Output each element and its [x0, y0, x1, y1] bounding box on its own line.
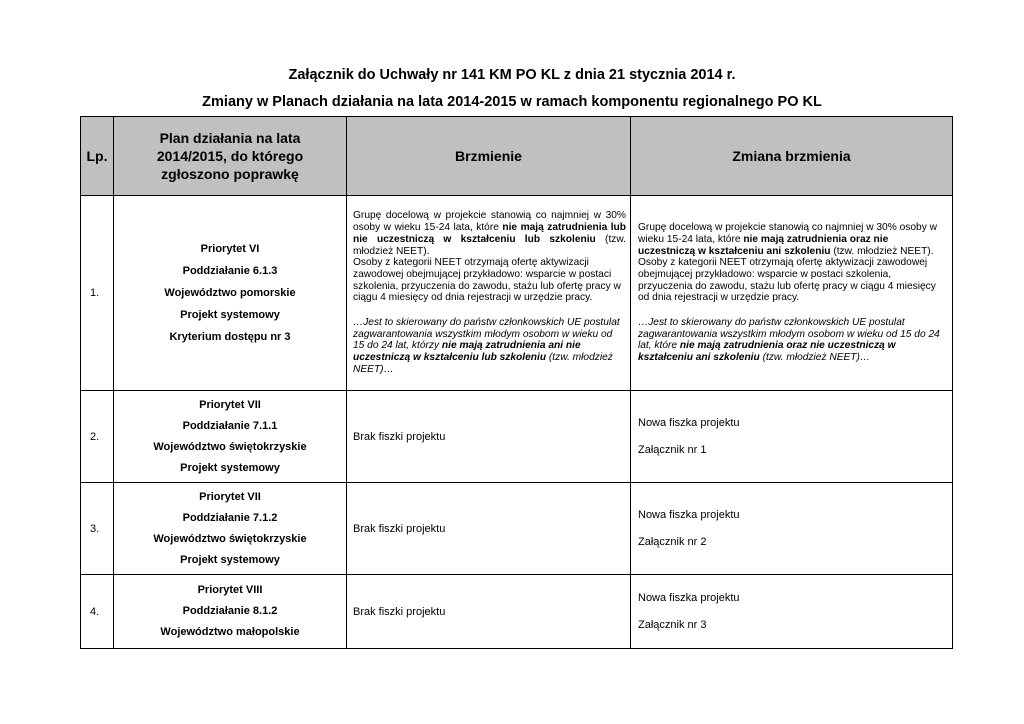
column-header-lp: Lp.: [81, 117, 114, 196]
table-row: [81, 196, 953, 391]
plan-cell: Priorytet VII Poddziałanie 7.1.1 Województwo świętokrzyskie Projekt systemowy: [114, 391, 347, 483]
zmiana-cell: Nowa fiszka projektu Załącznik nr 3: [631, 575, 953, 649]
plan-cell: Priorytet VI Poddziałanie 6.1.3 Województwo pomorskie Projekt systemowy Kryterium dostępu nr 3: [114, 196, 347, 391]
column-header-brzmienie: Brzmienie: [347, 117, 631, 196]
column-header-zmiana: Zmiana brzmienia: [631, 117, 953, 196]
row-number: 3.: [81, 483, 114, 575]
zmiana-cell: Nowa fiszka projektu Załącznik nr 1: [631, 391, 953, 483]
table-row: [81, 483, 953, 575]
old-paragraph-2: Osoby z kategorii NEET otrzymają ofertę aktywizacji zawodowej obejmującej przykładowo: wsparcie w postaci szkolenia, przyuczenia do zawodu, stażu lub ofertę pracy w ciągu 4 miesięcy od dnia rejestracji w urzędzie pracy.: [353, 257, 621, 304]
table-row: [81, 391, 953, 483]
plan-cell: Priorytet VIII Poddziałanie 8.1.2 Województwo małopolskie: [114, 575, 347, 649]
changes-table: [80, 116, 953, 649]
brzmienie-cell: [347, 196, 631, 391]
zmiana-cell: Nowa fiszka projektu Załącznik nr 2: [631, 483, 953, 575]
brzmienie-cell: Brak fiszki projektu: [347, 483, 631, 575]
column-header-plan: Plan działania na lata 2014/2015, do którego zgłoszono poprawkę: [114, 117, 347, 196]
zmiana-cell: [631, 196, 953, 391]
old-paragraph-3: …Jest to skierowany do państw członkowskich UE postulat zagwarantowania wszystkim młodym osobom w wieku od 15 do 24 lat, którzy nie mają zatrudnienia ani nie uczestniczą w kształceniu lub szkoleniu (tzw. młodzież NEET)…: [353, 317, 620, 375]
row-number: 2.: [81, 391, 114, 483]
row-number: 1.: [81, 196, 114, 391]
new-paragraph-1: Grupę docelową w projekcie stanowią co najmniej w 30% osoby w wieku 15-24 lata, które nie mają zatrudnienia oraz nie uczestniczą w kształceniu ani szkoleniu (tzw. młodzież NEET).: [638, 222, 937, 257]
row-number: 4.: [81, 575, 114, 649]
brzmienie-cell: Brak fiszki projektu: [347, 391, 631, 483]
brzmienie-cell: Brak fiszki projektu: [347, 575, 631, 649]
plan-cell: Priorytet VII Poddziałanie 7.1.2 Województwo świętokrzyskie Projekt systemowy: [114, 483, 347, 575]
document-subtitle: Zmiany w Planach działania na lata 2014-2015 w ramach komponentu regionalnego PO KL: [202, 94, 822, 110]
table-header-row: [81, 117, 953, 196]
document-title: Załącznik do Uchwały nr 141 KM PO KL z dnia 21 stycznia 2014 r.: [288, 67, 736, 83]
old-paragraph-1: Grupę docelową w projekcie stanowią co najmniej w 30% osoby w wieku 15-24 lata, które nie mają zatrudnienia lub nie uczestniczą w kształceniu lub szkoleniu (tzw. młodzież NEET).: [353, 210, 626, 257]
table-row: [81, 575, 953, 649]
new-paragraph-3: …Jest to skierowany do państw członkowskich UE postulat zagwarantowania wszystkim młodym osobom w wieku od 15 do 24 lat, które nie mają zatrudnienia oraz nie uczestniczą w kształceniu ani szkoleniu (tzw. młodzież NEET)…: [638, 317, 940, 364]
new-paragraph-2: Osoby z kategorii NEET otrzymają ofertę aktywizacji zawodowej obejmującej przykładowo: wsparcie w postaci szkolenia, przyuczenia do zawodu, stażu lub ofertę pracy w ciągu 4 miesięcy od dnia rejestracji w urzędzie pracy.: [638, 257, 936, 304]
